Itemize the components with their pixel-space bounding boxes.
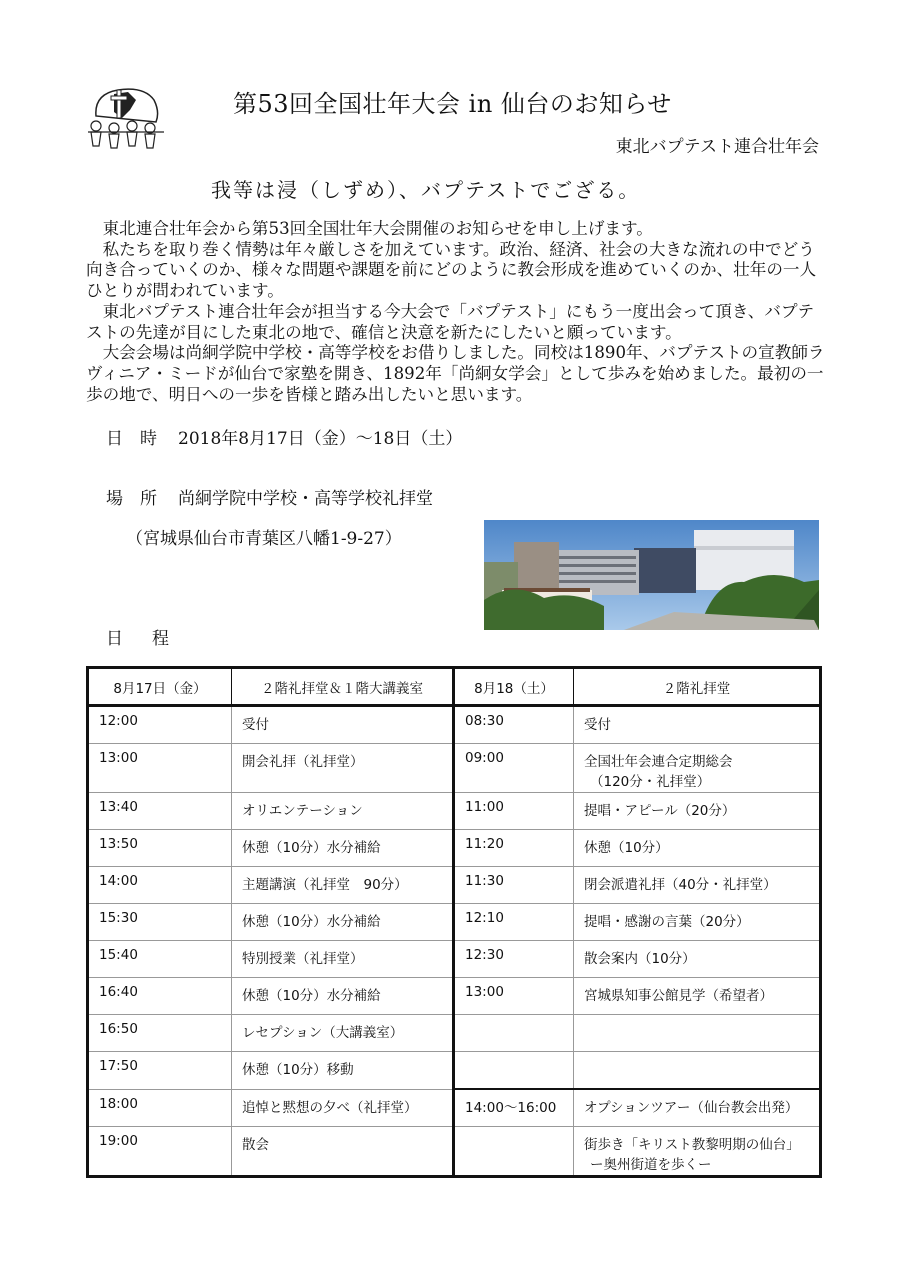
day2-event xyxy=(574,1052,821,1090)
table-row xyxy=(88,867,821,904)
day2-time xyxy=(454,1015,574,1052)
day2-event xyxy=(574,1089,821,1127)
motto: 我等は浸（しずめ）、バプテストでござる。 xyxy=(211,178,641,202)
day2-event xyxy=(574,1015,821,1052)
day2-event-text: 街歩き「キリスト教黎明期の仙台」 xyxy=(584,1137,800,1153)
day1-time xyxy=(88,978,232,1015)
day1-event xyxy=(232,830,454,867)
day1-time xyxy=(88,1089,232,1127)
day1-time xyxy=(88,941,232,978)
day1-event xyxy=(232,867,454,904)
day1-event-text: 開会礼拝（礼拝堂） xyxy=(242,754,364,770)
day1-time-text: 14:00 xyxy=(99,873,138,889)
day1-event xyxy=(232,978,454,1015)
day1-time-text: 13:00 xyxy=(99,750,138,766)
day1-time-text: 18:00 xyxy=(99,1095,138,1112)
day1-event-text: 休憩（10分）水分補給 xyxy=(242,914,381,930)
paragraph: 東北連合壮年会から第53回全国壮年大会開催のお知らせを申し上げます。 xyxy=(102,219,653,238)
day1-event-text: 受付 xyxy=(242,717,269,733)
day1-event xyxy=(232,1052,454,1090)
day2-time xyxy=(454,830,574,867)
day2-event xyxy=(574,706,821,744)
day2-time-text: 14:00〜16:00 xyxy=(465,1100,557,1116)
day1-event xyxy=(232,1089,454,1127)
day1-event-text: 特別授業（礼拝堂） xyxy=(242,951,364,967)
col-header-day1-venue: ２階礼拝堂＆１階大講義室 xyxy=(232,668,454,706)
day2-time-text: 12:30 xyxy=(465,947,504,963)
day1-event xyxy=(232,744,454,793)
paragraph: 東北バプテスト連合壮年会が担当する今大会で「バプテスト」にもう一度出会って頂き、バプテストの先達が目にした東北の地で、確信と決意を新たにしたいと願っています。 xyxy=(86,301,815,342)
day2-time xyxy=(454,941,574,978)
day1-time-text: 19:00 xyxy=(99,1133,138,1149)
day1-time-text: 17:50 xyxy=(99,1058,138,1074)
day1-event xyxy=(232,706,454,744)
organizer-name: 東北バプテスト連合壮年会 xyxy=(615,137,819,157)
day2-time-text: 08:30 xyxy=(465,713,504,729)
day2-time xyxy=(454,978,574,1015)
paragraph: 私たちを取り巻く情勢は年々厳しさを加えています。政治、経済、社会の大きな流れの中でどう向き合っていくのか、様々な問題や課題を前にどのように教会形成を進めていくのか、壮年の一人ひとりが問われています。 xyxy=(86,239,817,301)
day1-event-text: 休憩（10分）水分補給 xyxy=(242,840,381,856)
day1-time xyxy=(88,1127,232,1177)
day1-time xyxy=(88,830,232,867)
day2-event-text: 閉会派遣礼拝（40分・礼拝堂） xyxy=(584,877,777,893)
table-row xyxy=(88,1052,821,1090)
address: （宮城県仙台市青葉区八幡1-9-27） xyxy=(126,529,402,549)
day2-event xyxy=(574,904,821,941)
day2-time xyxy=(454,1089,574,1127)
day1-time xyxy=(88,706,232,744)
page-title: 第53回全国壮年大会 in 仙台のお知らせ xyxy=(233,90,672,118)
day1-time-text: 13:50 xyxy=(99,836,138,852)
day2-event-text: オプションツアー（仙台教会出発） xyxy=(584,1100,799,1116)
day2-event xyxy=(574,867,821,904)
day1-event-text: 主題講演（礼拝堂 90分） xyxy=(242,877,408,893)
venue-photo xyxy=(484,520,819,630)
col-header-day2: 8月18（土） xyxy=(454,668,574,706)
day2-event xyxy=(574,941,821,978)
day1-event-text: 休憩（10分）移動 xyxy=(242,1062,354,1078)
day2-time xyxy=(454,1052,574,1090)
table-row xyxy=(88,904,821,941)
place-value: 尚絅学院中学校・高等学校礼拝堂 xyxy=(178,489,433,509)
day1-time-text: 16:50 xyxy=(99,1021,138,1037)
day1-time-text: 12:00 xyxy=(99,713,138,729)
day2-time-text: 11:00 xyxy=(465,799,504,815)
day2-event-text: 宮城県知事公館見学（希望者） xyxy=(584,988,773,1004)
table-row xyxy=(88,1089,821,1127)
day2-time-text: 11:20 xyxy=(465,836,504,852)
date-label: 日 時 xyxy=(106,429,157,449)
day2-event xyxy=(574,830,821,867)
col-header-day2-venue: ２階礼拝堂 xyxy=(574,668,821,706)
logo-illustration xyxy=(84,82,168,160)
table-row xyxy=(88,941,821,978)
day1-time-text: 16:40 xyxy=(99,984,138,1000)
place-row xyxy=(106,484,433,509)
day1-time-text: 15:30 xyxy=(99,910,138,926)
day2-event-subtext: ー奥州街道を歩くー xyxy=(590,1157,712,1173)
table-row xyxy=(88,706,821,744)
day1-event xyxy=(232,941,454,978)
col-header-day1: 8月17日（金） xyxy=(88,668,232,706)
table-row xyxy=(88,830,821,867)
day1-event-text: 追悼と黙想の夕べ（礼拝堂） xyxy=(242,1099,418,1116)
table-row xyxy=(88,1127,821,1177)
table-row xyxy=(88,1015,821,1052)
day1-event-text: レセプション（大講義室） xyxy=(242,1025,404,1041)
day1-event-text: 散会 xyxy=(242,1137,269,1153)
day1-event xyxy=(232,793,454,830)
date-row xyxy=(106,424,462,449)
paragraph: 大会会場は尚絅学院中学校・高等学校をお借りしました。同校は1890年、バプテストの宣教師ラヴィニア・ミードが仙台で家塾を開き、1892年「尚絅女学会」として歩みを始めました。最初の一歩の地で、明日への一歩を皆様と踏み出したいと思います。 xyxy=(86,343,825,404)
intro-text xyxy=(86,219,826,405)
place-label: 場 所 xyxy=(106,489,157,509)
day1-event-text: オリエンテーション xyxy=(242,803,363,819)
table-row xyxy=(88,978,821,1015)
day2-event-text: 全国壮年会連合定期総会 xyxy=(584,754,733,770)
day2-time xyxy=(454,904,574,941)
day1-event xyxy=(232,1127,454,1177)
day2-time-text: 11:30 xyxy=(465,873,504,889)
table-row xyxy=(88,793,821,830)
day2-time-text: 09:00 xyxy=(465,750,504,766)
day2-event xyxy=(574,744,821,793)
day1-time xyxy=(88,867,232,904)
day2-event xyxy=(574,1127,821,1177)
day2-time xyxy=(454,793,574,830)
day2-event xyxy=(574,978,821,1015)
day1-time xyxy=(88,904,232,941)
day1-time xyxy=(88,793,232,830)
day2-event-text: 受付 xyxy=(584,717,611,733)
day1-time xyxy=(88,1015,232,1052)
day1-event-text: 休憩（10分）水分補給 xyxy=(242,988,381,1004)
day2-event-text: 提唱・感謝の言葉（20分） xyxy=(584,914,750,930)
day1-time xyxy=(88,1052,232,1090)
day2-event-text: 散会案内（10分） xyxy=(584,951,696,967)
day2-event xyxy=(574,793,821,830)
table-header-row xyxy=(88,668,821,706)
day2-time xyxy=(454,1127,574,1177)
day1-time xyxy=(88,744,232,793)
day2-event-text: 休憩（10分） xyxy=(584,840,669,856)
day2-time-text: 13:00 xyxy=(465,984,504,1000)
day2-time-text: 12:10 xyxy=(465,910,504,926)
day1-event xyxy=(232,1015,454,1052)
day1-event xyxy=(232,904,454,941)
day1-time-text: 13:40 xyxy=(99,799,138,815)
day2-time xyxy=(454,867,574,904)
schedule-label: 日 程 xyxy=(106,629,175,649)
day2-event-text: 提唱・アピール（20分） xyxy=(584,803,736,819)
day1-time-text: 15:40 xyxy=(99,947,138,963)
schedule-table xyxy=(86,666,822,1178)
day2-event-subtext: （120分・礼拝堂） xyxy=(590,774,711,790)
day2-time xyxy=(454,706,574,744)
table-row xyxy=(88,744,821,793)
day2-time xyxy=(454,744,574,793)
date-value: 2018年8月17日（金）〜18日（土） xyxy=(178,429,463,449)
